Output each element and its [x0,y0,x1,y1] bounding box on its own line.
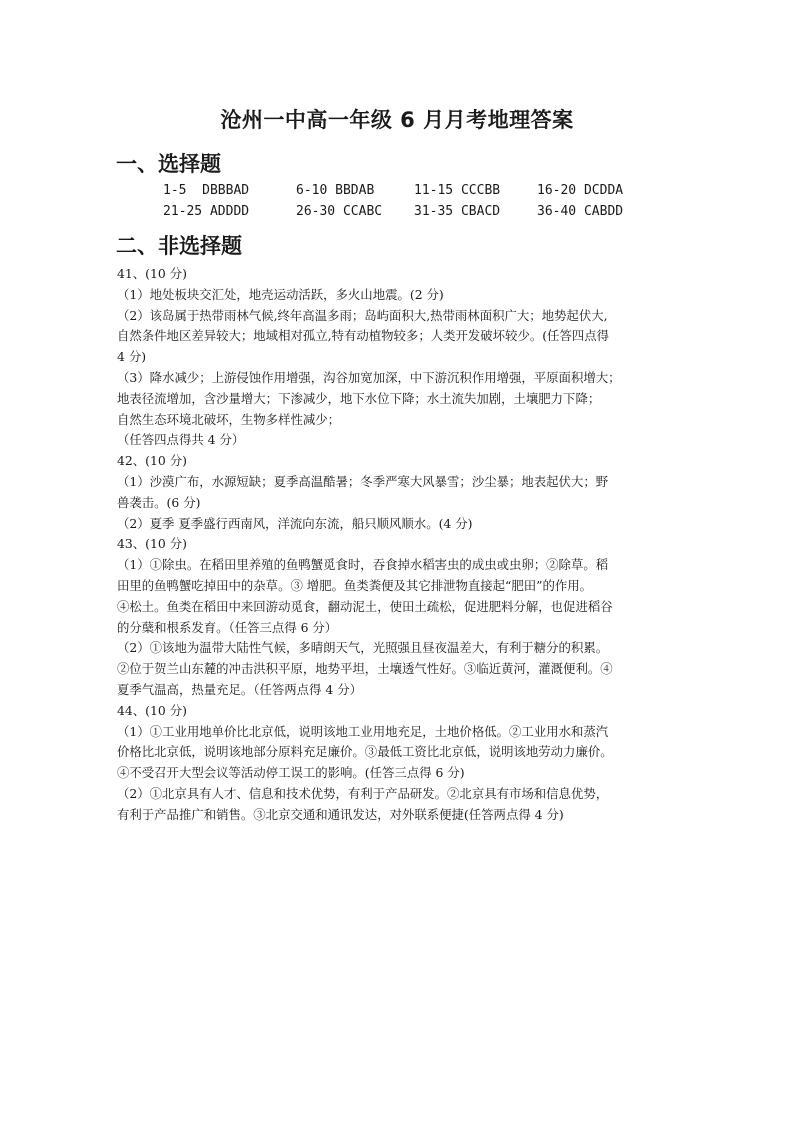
answer-row [163,180,637,201]
question-heading: 44、(10 分) [117,702,187,718]
page-title: 沧州一中高一年级 6 月月考地理答案 [220,108,574,132]
answer-group: 6-10 BBDAB [296,183,375,198]
answer-group: 1-5 DBBBAD [163,183,250,198]
answer-line: （2）夏季 夏季盛行西南风，洋流向东流，船只顺风顺水。(4 分) [117,515,473,531]
answer-line: 的分蘖和根系发育。（任答三点得 6 分） [117,619,338,635]
section-heading-choice: 一、选择题 [116,152,221,176]
answer-line: 4 分) [117,349,147,365]
section-heading-non-choice: 二、非选择题 [116,234,242,258]
answer-line: （3）降水减少；上游侵蚀作用增强，沟谷加宽加深，中下游沉积作用增强，平原面积增大； [117,369,621,385]
answer-line: （1）沙漠广布，水源短缺；夏季高温酷暑；冬季严寒大风暴雪；沙尘暴；地表起伏大；野 [117,473,609,489]
answer-line: 田里的鱼鸭蟹吃掉田中的杂草。③ 增肥。鱼类粪便及其它排泄物直接起“肥田”的作用。 [117,577,593,593]
answer-group: 11-15 CCCBB [414,183,501,198]
answer-line: ②位于贺兰山东麓的冲击洪积平原，地势平坦，土壤透气性好。③临近黄河，灌溉便利。④ [117,661,613,677]
answer-group: 16-20 DCDDA [537,183,624,198]
answer-line: （1）地处板块交汇处，地壳运动活跃，多火山地震。(2 分) [117,286,444,302]
answer-line: （任答四点得共 4 分） [117,432,245,448]
answer-row [163,201,637,222]
answer-line: 自然生态环境北破坏，生物多样性减少； [117,411,341,427]
answer-line: （2）①北京具有人才、信息和技术优势，有利于产品研发。②北京具有市场和信息优势， [117,785,609,801]
answer-line: 夏季气温高，热量充足。（任答两点得 4 分） [117,681,362,697]
answer-line: （2）①该地为温带大陆性气候，多晴朗天气，光照强且昼夜温差大，有利于糖分的积累。 [117,640,609,656]
multiple-choice-answers [163,180,637,222]
answer-body [117,264,682,826]
question-heading: 42、(10 分) [117,453,187,469]
answer-line: （2）该岛属于热带雨林气候,终年高温多雨；岛屿面积大,热带雨林面积广大；地势起伏大, [117,307,608,323]
answer-group: 26-30 CCABC [296,204,383,219]
answer-line: （1）①工业用地单价比北京低，说明该地工业用地充足，土地价格低。②工业用水和蒸汽 [117,723,609,739]
question-heading: 41、(10 分) [117,266,187,281]
question-heading: 43、(10 分) [117,536,187,552]
answer-line: ④不受召开大型会议等活动停工误工的影响。(任答三点得 6 分) [117,765,465,781]
answer-line: 兽袭击。(6 分) [117,494,201,510]
answer-line: 地表径流增加，含沙量增大；下渗减少，地下水位下降；水土流失加剧，土壤肥力下降； [117,390,601,406]
answer-line: ④松土。鱼类在稻田中来回游动觅食，翻动泥土，使田土疏松，促进肥料分解，也促进稻谷 [117,598,613,614]
answer-group: 36-40 CABDD [537,204,624,219]
answer-group: 31-35 CBACD [414,204,501,219]
answer-line: 价格比北京低，说明该地部分原料充足廉价。③最低工资比北京低，说明该地劳动力廉价。 [117,744,613,760]
answer-line: 自然条件地区差异较大；地域相对孤立,特有动植物较多；人类开发破坏较少。(任答四点得 [117,328,610,344]
answer-group: 21-25 ADDDD [163,204,250,219]
answer-line: 有利于产品推广和销售。③北京交通和通讯发达，对外联系便捷(任答两点得 4 分) [117,806,564,822]
answer-line: （1）①除虫。在稻田里养殖的鱼鸭蟹觅食时，吞食掉水稻害虫的成虫或虫卵；②除草。稻 [117,557,609,573]
